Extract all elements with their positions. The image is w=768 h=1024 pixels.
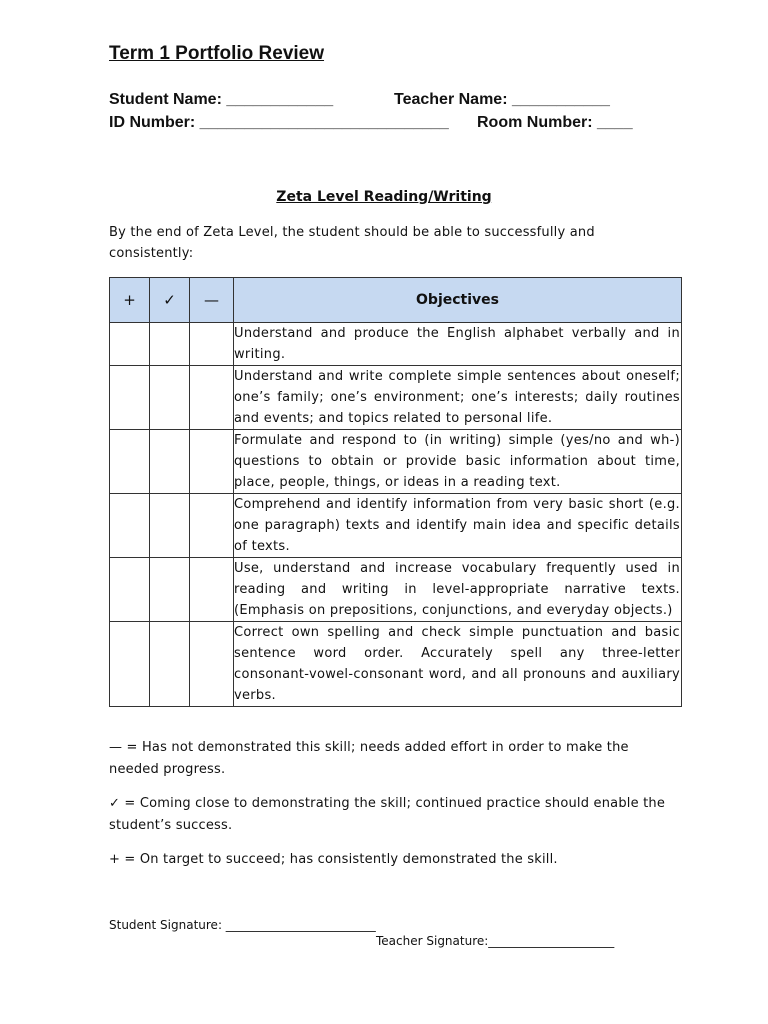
objective-text: Comprehend and identify information from very basic short (e.g. one paragraph) texts and identify main idea and specific details of texts. (234, 494, 682, 558)
plus-cell[interactable] (110, 494, 150, 558)
student-signature-line: Student Signature: _________________________ (109, 918, 376, 932)
check-cell[interactable] (150, 494, 190, 558)
header-plus: + (110, 278, 150, 323)
dash-cell[interactable] (190, 323, 234, 366)
teacher-name-field: Teacher Name: ___________ (394, 91, 610, 108)
check-cell[interactable] (150, 622, 190, 707)
key-plus: + = On target to succeed; has consistently demonstrated the skill. (109, 852, 558, 867)
objective-text: Understand and write complete simple sentences about oneself; one’s family; one’s environment; one’s interests; daily routines and events; and topics related to personal life. (234, 366, 682, 430)
teacher-signature-line: Teacher Signature:_____________________ (376, 934, 615, 948)
objective-text: Understand and produce the English alphabet verbally and in writing. (234, 323, 682, 366)
key-check: ✓ = Coming close to demonstrating the skill; continued practice should enable the student’s success. (109, 796, 666, 833)
dash-cell[interactable] (190, 622, 234, 707)
table-row (110, 323, 682, 366)
dash-cell[interactable] (190, 430, 234, 494)
header-check: ✓ (150, 278, 190, 323)
header-dash: — (190, 278, 234, 323)
student-name-field: Student Name: ____________ (109, 91, 334, 108)
table-row (110, 430, 682, 494)
plus-cell[interactable] (110, 366, 150, 430)
objective-text: Correct own spelling and check simple punctuation and basic sentence word order. Accurately spell any three-letter consonant-vowel-consonant word, and all pronouns and auxiliary verbs. (234, 622, 682, 707)
table-row (110, 622, 682, 707)
header-objectives: Objectives (234, 278, 682, 323)
page-title: Term 1 Portfolio Review (109, 43, 325, 64)
objectives-table (109, 277, 682, 707)
key-dash: — = Has not demonstrated this skill; needs added effort in order to make the needed progress. (109, 740, 629, 777)
dash-cell[interactable] (190, 558, 234, 622)
plus-cell[interactable] (110, 430, 150, 494)
plus-cell[interactable] (110, 558, 150, 622)
objective-text: Formulate and respond to (in writing) simple (yes/no and wh-) questions to obtain or provide basic information about time, place, people, things, or ideas in a reading text. (234, 430, 682, 494)
check-cell[interactable] (150, 366, 190, 430)
table-row (110, 494, 682, 558)
check-cell[interactable] (150, 430, 190, 494)
intro-text: By the end of Zeta Level, the student should be able to successfully and consistently: (109, 225, 595, 261)
table-row (110, 366, 682, 430)
table-row (110, 558, 682, 622)
plus-cell[interactable] (110, 323, 150, 366)
dash-cell[interactable] (190, 494, 234, 558)
room-number-field: Room Number: ____ (477, 114, 633, 131)
check-cell[interactable] (150, 558, 190, 622)
table-header-row (110, 278, 682, 323)
check-cell[interactable] (150, 323, 190, 366)
id-number-field: ID Number: ____________________________ (109, 114, 449, 131)
plus-cell[interactable] (110, 622, 150, 707)
section-heading: Zeta Level Reading/Writing (276, 189, 492, 205)
dash-cell[interactable] (190, 366, 234, 430)
objective-text: Use, understand and increase vocabulary frequently used in reading and writing in level-appropriate narrative texts. (Emphasis on prepositions, conjunctions, and everyday objects.) (234, 558, 682, 622)
